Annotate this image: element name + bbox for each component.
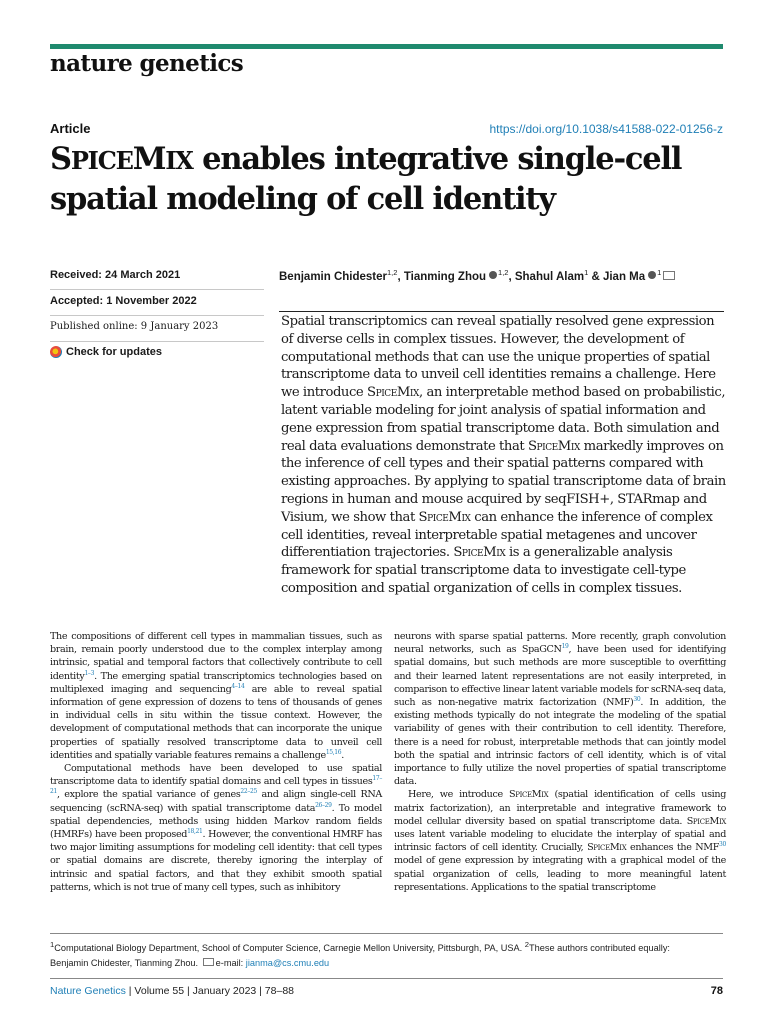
footer-divider <box>50 978 723 979</box>
orcid-icon[interactable] <box>489 271 497 279</box>
method-name: SpiceMix <box>686 815 726 827</box>
method-name: SpiceMix <box>453 545 506 561</box>
meta-divider <box>50 341 264 342</box>
citation-link[interactable]: 26–29 <box>315 801 332 809</box>
doi-link[interactable]: https://doi.org/10.1038/s41588-022-01256-z <box>489 122 723 136</box>
article-type-label: Article <box>50 121 91 136</box>
citation-link[interactable]: 19 <box>561 643 569 651</box>
method-name: SpiceMix <box>587 842 627 854</box>
check-for-updates-button[interactable] <box>50 346 162 358</box>
page-number: 78 <box>710 985 723 997</box>
citation-link[interactable]: 22–25 <box>240 788 257 796</box>
citation-link[interactable]: 18,21 <box>187 827 203 835</box>
citation-link[interactable]: 4–14 <box>231 682 245 690</box>
page-footer: Nature Genetics | Volume 55 | January 2023 | 78–88 <box>50 985 295 997</box>
header-accent-bar <box>50 44 723 49</box>
citation-link[interactable]: 17–21 <box>50 775 382 796</box>
accepted-date: Accepted: 1 November 2022 <box>50 295 197 307</box>
body-paragraph: The compositions of different cell types in mammalian tissues, such as brain, remain poorly understood due to the complex interplay among intrinsic, spatial and temporal factors that collectively contribute to cell identity$^{1-3}$. The emerging spatial transcriptomics technologies based on multiplexed imaging and sequencing$^{4-14}$ are able to reveal spatial information of gene expression of dozens to tens of thousands of genes in individual cells in situ within the tissue context. However, the development of computational methods that can incorporate the unique properties of spatially resolved transcriptome data to unveil cell identities and spatially variable features remains a challenge$^{15,16}$. <box>50 631 382 761</box>
body-paragraph: Here, we introduce SpiceMix (spatial identification of cells using matrix factorization), an interpretable and integrative framework to model cellular diversity based on spatial transcriptome data. SpiceMix uses latent variable modeling to elucidate the interplay of spatial and intrinsic factors of cell identity. Crucially, SpiceMix enhances the NMF$^{30}$ model of gene expression by integrating with a graphical model of the spatial organization of cells, leading to more meaningful latent representations. Applications to the spatial transcriptome <box>394 789 726 893</box>
meta-divider <box>50 315 264 316</box>
citation-link[interactable]: 30 <box>719 841 726 849</box>
envelope-icon[interactable] <box>663 271 675 280</box>
author-list: Benjamin Chidester$^{1,2}$, Tianming Zhou $^{1,2}$, Shahul Alam$^1$ & Jian Ma $^1$ <box>279 268 675 283</box>
citation-link[interactable]: 30 <box>633 695 641 703</box>
body-column-left <box>50 630 382 894</box>
method-name: SpiceMix <box>509 789 549 801</box>
body-column-right <box>394 630 726 894</box>
method-name: SpiceMix <box>367 385 419 401</box>
journal-name: nature genetics <box>50 50 244 77</box>
title-line1: enables integrative single-cell <box>192 141 682 177</box>
author-name[interactable]: Benjamin Chidester <box>279 270 387 283</box>
published-date: Published online: 9 January 2023 <box>50 321 219 332</box>
abstract-divider <box>279 311 724 312</box>
method-name: SpiceMix <box>527 438 580 454</box>
affiliation-footnote: $^1$Computational Biology Department, School of Computer Science, Carnegie Mellon University, Pittsburgh, PA, USA. $^2$These authors contributed equally: Benjamin Chidester, Tianming Zhou. e-mail: jianma@cs.cmu.edu <box>50 940 670 968</box>
author-name[interactable]: Shahul Alam <box>514 270 585 283</box>
received-date: Received: 24 March 2021 <box>50 269 181 281</box>
envelope-icon <box>203 958 214 966</box>
title-line2: spatial modeling of cell identity <box>50 181 555 217</box>
method-name: SPICEMIX <box>50 141 193 177</box>
footnote-divider <box>50 933 723 934</box>
email-link[interactable]: jianma@cs.cmu.edu <box>245 957 330 968</box>
body-paragraph: neurons with sparse spatial patterns. More recently, graph convolution neural networks, such as SpaGCN$^{19}$, have been used for identifying spatial domains, but such methods are more susceptible to overfitting and their learned latent representations are not easily interpreted, in comparison to effective linear latent variable models for scRNA-seq data, such as non-negative matrix factorization (NMF)$^{30}$. In addition, the existing methods typically do not integrate the modeling of the spatial variability of genes with their contribution to cell identity. Therefore, there is a need for robust, interpretable methods that can jointly model both the spatial and intrinsic factors of cell identity, which is of vital importance to fully utilize the novel properties of spatial transcriptome data. <box>394 631 727 788</box>
meta-divider <box>50 289 264 290</box>
abstract: Spatial transcriptomics can reveal spatially resolved gene expression of diverse cells in complex tissues. However, the development of computational methods that can use the unique properties of spatial transcriptome data to unveil cell identities remains a challenge. Here we introduce SpiceMix, an interpretable method based on probabilistic, latent variable modeling for joint analysis of spatial information and gene expression from spatial transcriptome data. Both simulation and real data evaluations demonstrate that SpiceMix markedly improves on the inference of cell types and their spatial patterns compared with existing approaches. By applying to spatial transcriptome data of brain regions in human and mouse acquired by seqFISH+, STARmap and Visium, we show that SpiceMix can enhance the inference of complex cell identities, reveal interpretable spatial metagenes and uncover differentiation trajectories. SpiceMix is a generalizable analysis framework for spatial transcriptome data to investigate cell-type composition and spatial organization of cells in complex tissues. <box>281 314 726 596</box>
citation-link[interactable]: 1–3 <box>84 669 95 677</box>
author-name[interactable]: Tianming Zhou <box>403 270 487 283</box>
body-paragraph: Computational methods have been developed to use spatial transcriptome data to identify spatial domains and cell types in tissues$^{17-21}$, explore the spatial variance of genes$^{22-25}$ and align single-cell RNA sequencing (scRNA-seq) with spatial transcriptome data$^{26-29}$. To model spatial dependencies, methods using hidden Markov random fields (HMRFs) have been proposed$^{18,21}$. However, the conventional HMRF has two major limiting assumptions for modeling cell identity: that cell types or spatial domains are discrete, thereby ignoring the interplay of intrinsic and spatial factors, and that they exhibit smooth spatial patterns, which is not true of many cell types, such as inhibitory <box>50 763 382 893</box>
article-title <box>50 140 740 218</box>
orcid-icon[interactable] <box>648 271 656 279</box>
crossmark-icon <box>50 346 62 358</box>
check-for-updates-label: Check for updates <box>66 346 162 358</box>
method-name: SpiceMix <box>418 509 471 525</box>
author-name[interactable]: Jian Ma <box>602 270 646 283</box>
citation-link[interactable]: 15,16 <box>325 748 342 756</box>
footer-journal-link[interactable]: Nature Genetics <box>50 985 126 997</box>
